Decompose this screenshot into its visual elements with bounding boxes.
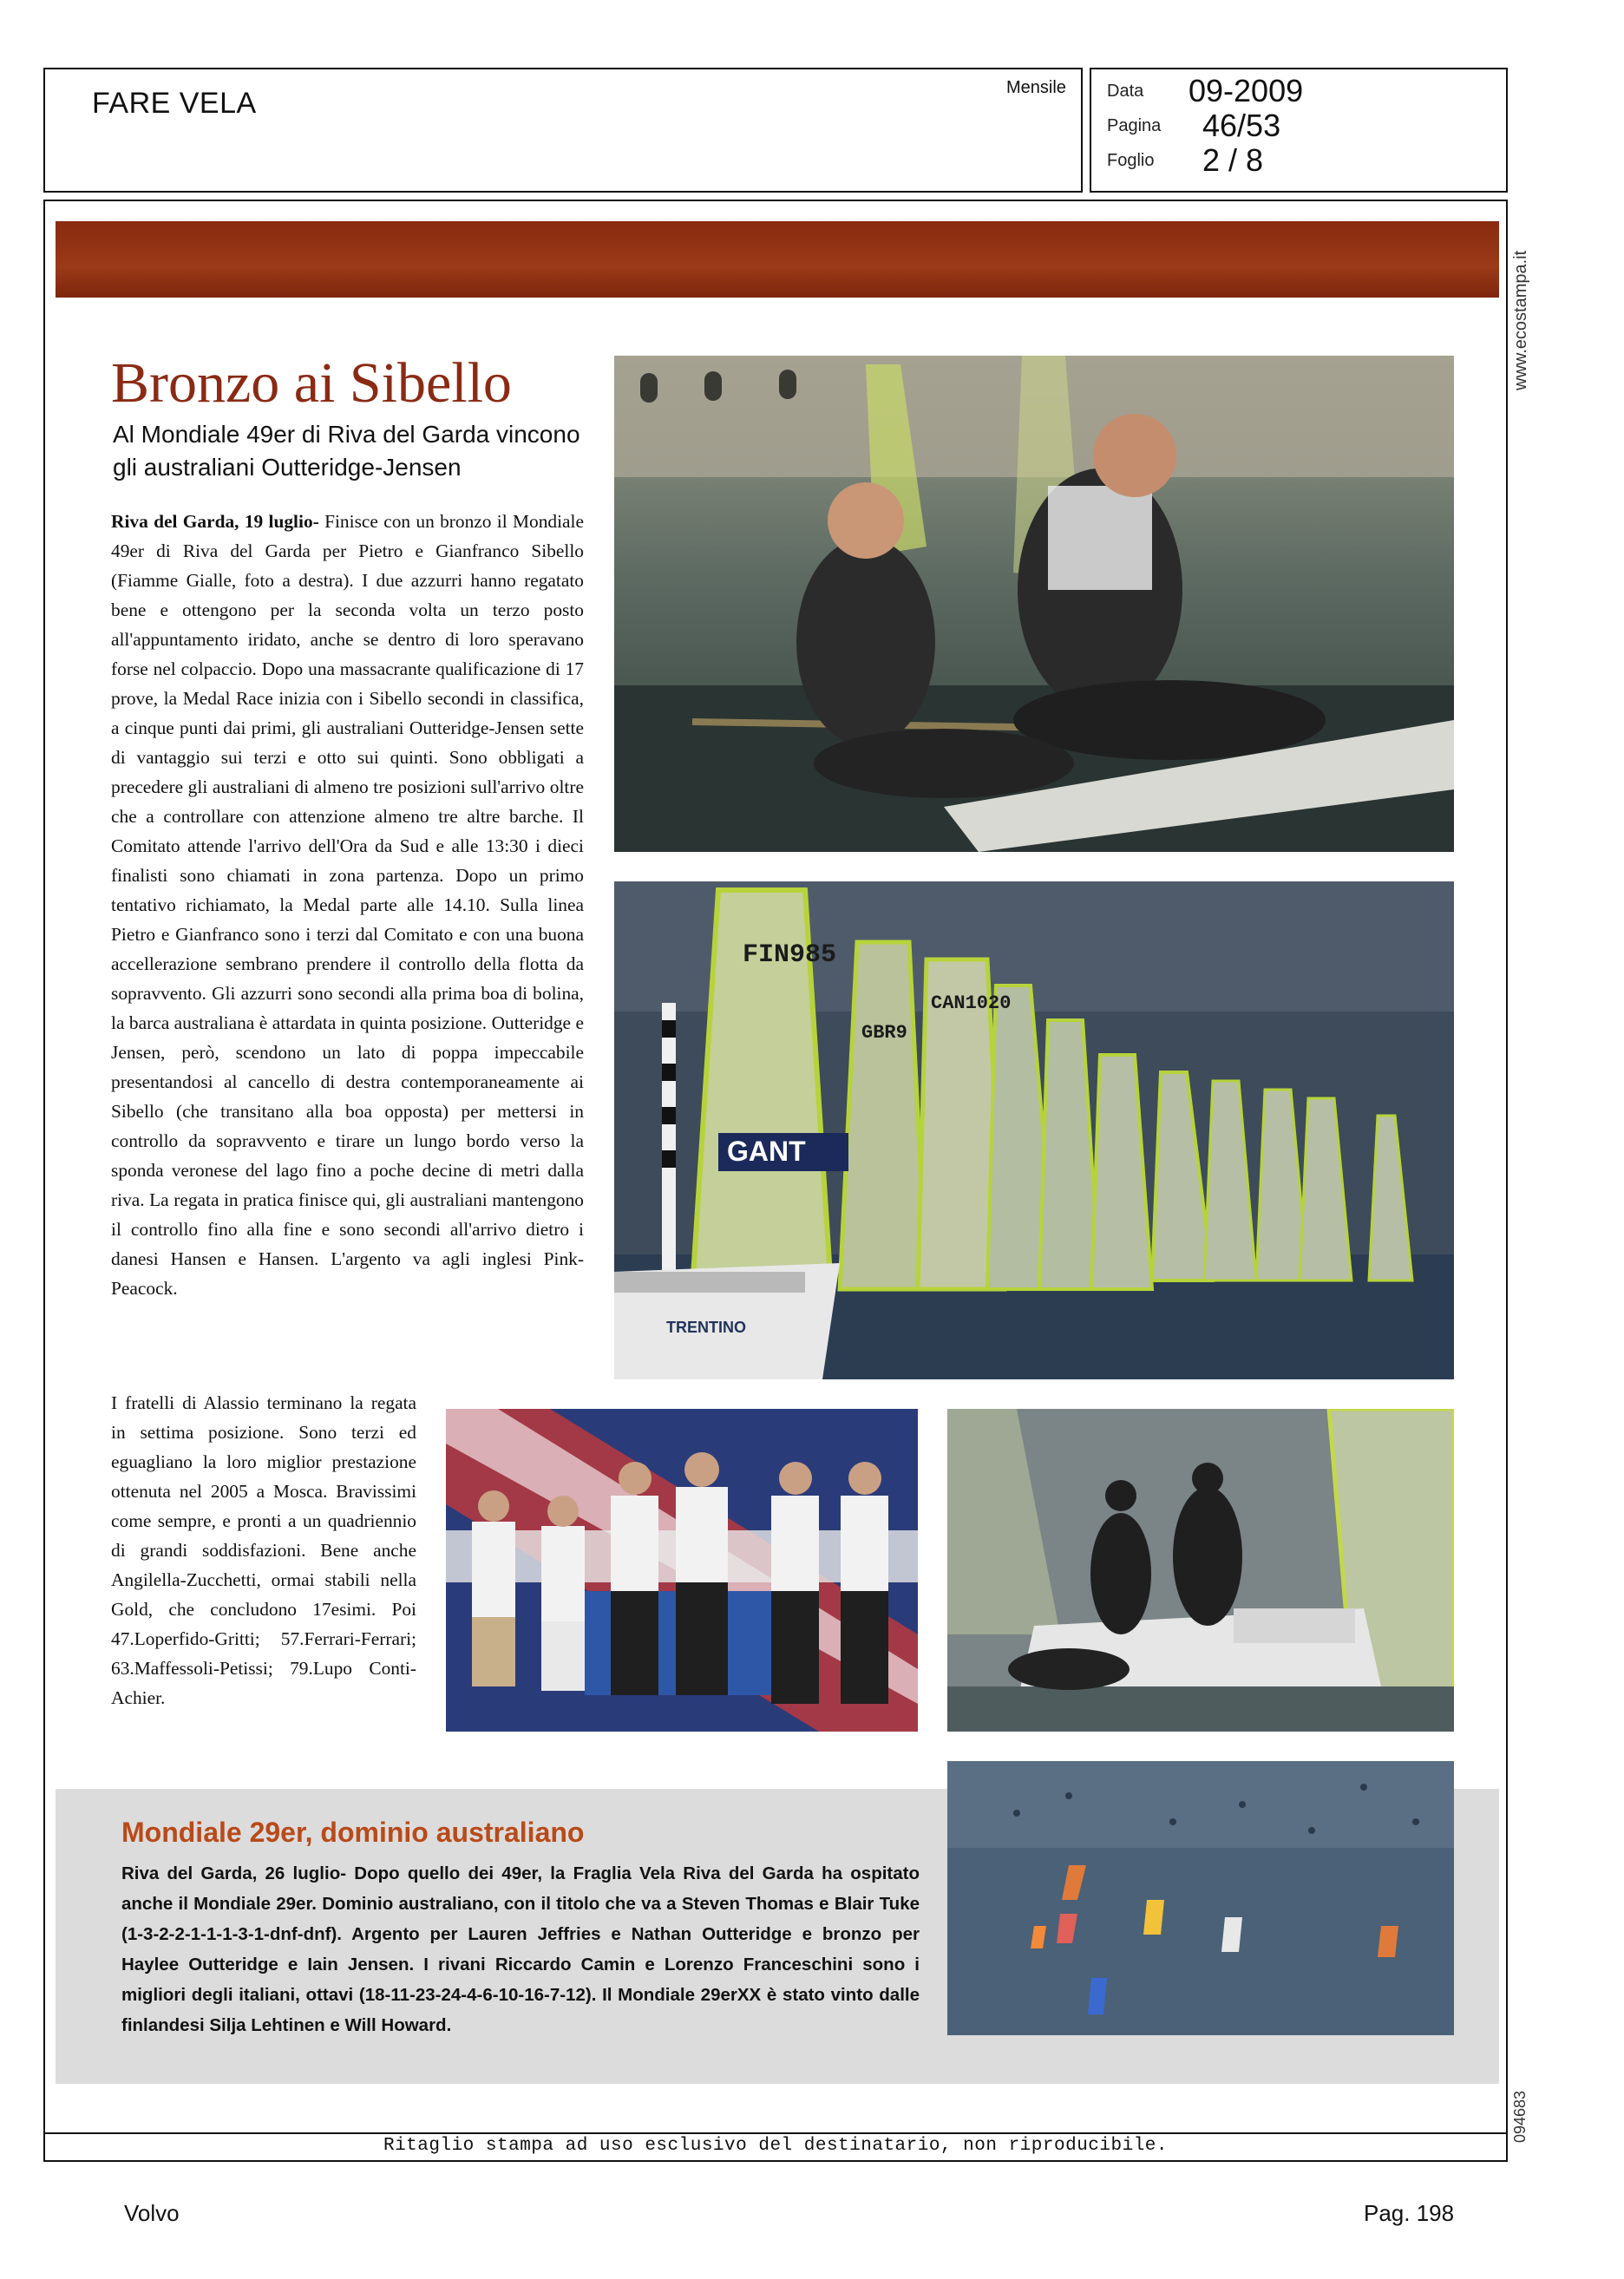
- article-subtitle: Al Mondiale 49er di Riva del Garda vincono gli australiani Outteridge-Jensen: [113, 421, 580, 481]
- sponsor-banner: GANT: [727, 1136, 806, 1167]
- article-body-text: Finisce con un bronzo il Mondiale 49er di Riva del Garda per Pietro e Gianfranco Sibello (Fiamme Gialle, foto a destra). I due azzurri hanno regatato bene e ottengono per la seconda volta un terzo posto all'appuntamento iridato, anche se dentro di loro speravano forse nel colpaccio. Dopo una massacrante qualificazione di 17 prove, la Medal Race inizia con i Sibello secondi in classifica, a cinque punti dai primi, gli australiani Outteridge-Jensen sette di vantaggio sui terzi e otto sui quinti. Sono obbligati a precedere gli australiani di almeno tre posizioni sull'arrivo oltre che a controllare con attenzione almeno tre altre barche. Il Comitato attende l'arrivo dell'Ora da Sud e alle 13:30 i dieci finalisti sono chiamati in zona partenza. Dopo un primo tentativo richiamato, la Medal parte alle 14.10. Sulla linea Pietro e Gianfranco sono i terzi dal Comitato e con una buona accellerazione sembrano prendere il controllo della flotta da sopravvento. Gli azzurri sono secondi alla prima boa di bolina, la barca australiana è attardata in quinta posizione. Outteridge e Jensen, però, scendono un lato di poppa impeccabile presentandosi al cancello di destra contemporaneamente ai Sibello (che transitano alla boa opposta) per mettersi in controllo da sopravvento e tirare un lungo bordo verso la sponda veronese del lago fino a poche decine di metri dalla riva. La regata in pratica finisce qui, gli australiani mantengono il controllo fino alla fine e sono secondi all'arrivo dietro i danesi Hansen e Hansen. L'argento va agli inglesi Pink-Peacock.: [111, 511, 584, 1299]
- data-label: Data: [1107, 82, 1144, 101]
- boat-label: TRENTINO: [666, 1319, 746, 1336]
- footer-client: Volvo: [124, 2200, 180, 2226]
- publication-name: FARE VELA: [92, 87, 257, 120]
- photo-crew-action: [947, 1409, 1454, 1732]
- article-dateline: Riva del Garda, 19 luglio-: [111, 511, 319, 532]
- box-text: [121, 1858, 920, 2040]
- decorative-band: [56, 221, 1499, 298]
- box-dateline: Riva del Garda, 26 luglio-: [121, 1863, 347, 1883]
- side-code: 094683: [1511, 2090, 1529, 2143]
- data-value: 09-2009: [1189, 73, 1304, 108]
- frequency-label: Mensile: [1006, 78, 1066, 97]
- pagina-label: Pagina: [1107, 116, 1162, 135]
- sail-number-1: FIN985: [743, 940, 837, 970]
- photo-sibello-brothers: [614, 356, 1454, 852]
- sail-number-3: CAN1020: [931, 992, 1012, 1014]
- side-url: www.ecostampa.it: [1511, 250, 1530, 390]
- photo-podium: [446, 1409, 918, 1732]
- article-title: Bronzo ai Sibello: [111, 351, 512, 415]
- article-body: [111, 507, 584, 1303]
- clipping-notice: Ritaglio stampa ad uso esclusivo del destinatario, non riproducibile.: [383, 2136, 1169, 2156]
- foglio-label: Foglio: [1107, 151, 1155, 170]
- footer-page-number: Pag. 198: [1364, 2200, 1455, 2226]
- article-body-tail: I fratelli di Alassio terminano la regata in settima posizione. Sono terzi ed eguagliano la loro miglior prestazione ottenuta nel 2005 a Mosca. Bravissimi come sempre, e pronti a un quadriennio di grandi soddisfazioni. Bene anche Angilella-Zucchetti, ormai stabili nella Gold, che concludono 17esimi. Poi 47.Loperfido-Gritti; 57.Ferrari-Ferrari; 63.Maffessoli-Petissi; 79.Lupo Conti-Achier.: [111, 1392, 416, 1708]
- sail-number-2: GBR9: [861, 1022, 907, 1044]
- photo-29er-fleet: [947, 1761, 1454, 2035]
- box-title: Mondiale 29er, dominio australiano: [121, 1817, 585, 1848]
- clipping-divider: [43, 2132, 1508, 2134]
- pagina-value: 46/53: [1202, 108, 1281, 143]
- box-text-body: Dopo quello dei 49er, la Fraglia Vela Riva del Garda ha ospitato anche il Mondiale 29er. Dominio australiano, con il titolo che va a Steven Thomas e Blair Tuke (1-3-2-2-1-1-1-3-1-dnf-dnf). Argento per Lauren Jeffries e Nathan Outteridge e bronzo per Haylee Outteridge e Iain Jensen. I rivani Riccardo Camin e Lorenzo Franceschini sono i migliori degli italiani, ottavi (18-11-23-24-4-6-10-16-7-12). Il Mondiale 29erXX è stato vinto dalle finlandesi Silja Lehtinen e Will Howard.: [121, 1863, 920, 2035]
- photo-fleet-49er: [614, 881, 1454, 1379]
- foglio-value: 2 / 8: [1202, 142, 1264, 178]
